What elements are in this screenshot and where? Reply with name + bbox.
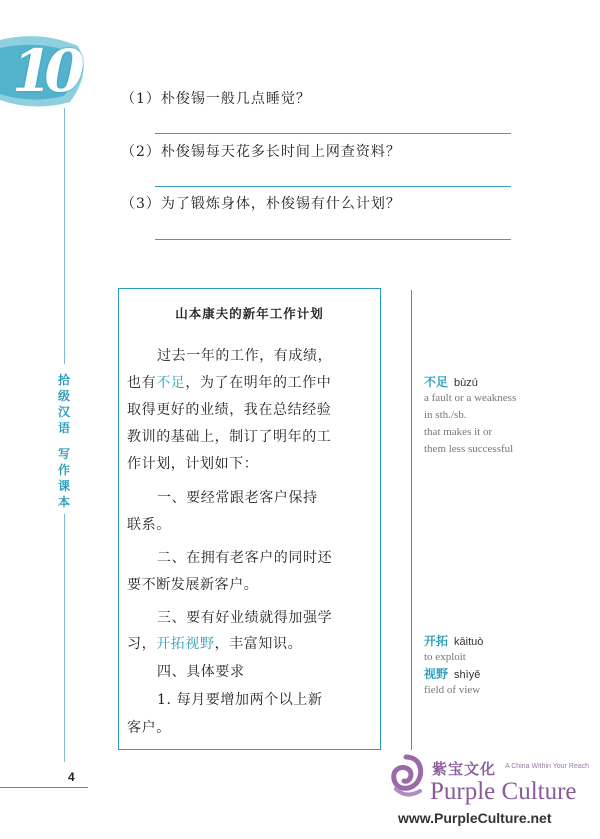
vocab-kaituo-shiye: 开拓视野 [156,636,215,652]
passage-title: 山本康夫的新年工作计划 [175,306,324,321]
side-title-volume-4: 本 [57,495,70,509]
answer-line-3[interactable] [155,239,511,240]
passage-line: 要不断发展新客户。 [127,577,259,593]
gloss-def: field of view [424,684,481,696]
watermark-cn: 紫宝文化 [432,760,497,778]
side-title-book-1: 拾 [57,373,70,387]
gloss-word: 不足 [424,375,449,389]
left-rule-top [64,108,65,364]
chapter-number: 10 [12,37,77,105]
left-rule-bottom [64,500,65,762]
passage-line: 一、要经常跟老客户保持 [157,490,318,506]
question-2: （2）朴俊锡每天花多长时间上网查资料？ [121,144,401,160]
glossary-entry-kaituo [424,632,483,666]
passage-line: 客户。 [127,720,171,736]
passage-line: 也有不足，为了在明年的工作中 [127,375,332,391]
question-3: （3）为了锻炼身体，朴俊锡有什么计划？ [121,196,401,212]
side-title-volume-3: 课 [57,479,70,493]
passage-line: 1. 每月要增加两个以上新 [157,692,323,708]
passage-line: 四、具体要求 [157,664,245,680]
watermark-slogan: A China Within Your Reach [505,763,590,770]
vocab-buzu: 不足 [156,375,186,391]
gloss-pinyin: bùzú [454,377,478,389]
gloss-def: a fault or a weakness [424,392,517,404]
watermark-brand: Purple Culture [430,778,577,805]
side-title [52,368,76,514]
glossary-entry-shiye [424,665,480,699]
passage-line: 过去一年的工作，有成绩， [157,348,333,364]
gloss-def: them less successful [424,443,514,455]
answer-line-2[interactable] [155,186,511,187]
page-number: 4 [68,770,75,784]
passage-line: 教训的基础上，制订了明年的工 [127,429,332,445]
passage-line: 习，开拓视野，丰富知识。 [127,636,303,652]
purple-culture-logo-icon [386,753,426,799]
passage-line: 二、在拥有老客户的同时还 [157,550,333,566]
gloss-word: 开拓 [424,634,449,648]
watermark-url[interactable]: www.PurpleCulture.net [398,810,552,826]
passage-line: 取得更好的业绩，我在总结经验 [127,402,332,418]
answer-line-1[interactable] [155,133,511,134]
side-title-book-3: 汉 [57,405,70,419]
gloss-def: in sth./sb. [424,409,467,421]
side-title-volume-1: 写 [57,447,70,461]
page-number-rule [0,787,88,788]
gloss-word: 视野 [424,667,449,681]
gloss-def: to exploit [424,651,466,663]
passage-line: 联系。 [127,517,171,533]
side-title-book-4: 语 [57,421,70,435]
side-title-book-2: 级 [57,389,70,403]
passage-line: 作计划，计划如下： [127,456,259,472]
glossary-entry-buzu [424,373,516,458]
glossary-rule [411,290,412,750]
side-title-volume-2: 作 [57,463,70,477]
gloss-pinyin: shìyě [454,669,481,681]
question-1: （1）朴俊锡一般几点睡觉？ [121,91,311,107]
passage-line: 三、要有好业绩就得加强学 [157,610,333,626]
gloss-pinyin: kāituò [454,636,484,648]
gloss-def: that makes it or [424,426,493,438]
